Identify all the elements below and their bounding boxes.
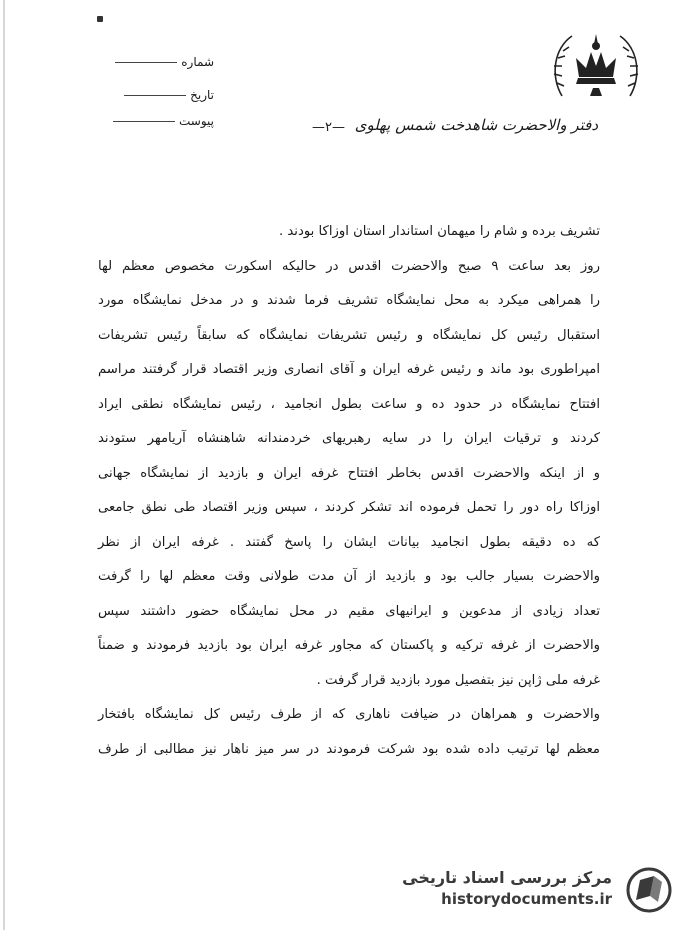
archive-logo-icon bbox=[624, 866, 674, 914]
date-label: تاریخ bbox=[190, 88, 214, 102]
watermark-title: مرکز بررسی اسناد تاریخی bbox=[402, 868, 612, 887]
attachment-blank bbox=[113, 121, 175, 122]
attachment-label: پیوست bbox=[179, 114, 214, 128]
body-line: اوزاکا راه دور را تحمل فرموده اند تشکر کردند ، سپس وزیر اقتصاد طی نطق جامعی bbox=[98, 500, 600, 515]
imperial-crown-crest-icon bbox=[550, 26, 642, 106]
body-line: کردند و ترقیات ایران را در سایه رهبریهای خردمندانه شاهنشاه آریامهر ستودند bbox=[98, 431, 600, 446]
body-line: امپراطوری بود ماند و رئیس غرفه ایران و آقای انصاری وزیر اقتصاد قرار گرفتند مراسم bbox=[98, 362, 600, 377]
body-line: تشریف برده و شام را میهمان استاندار استان اوزاکا بودند . bbox=[279, 224, 600, 239]
watermark bbox=[402, 862, 682, 918]
date-field bbox=[118, 88, 214, 102]
scan-edge-line bbox=[3, 0, 5, 930]
body-line: والاحضرت از غرفه ترکیه و پاکستان که مجاور غرفه ایران بود بازدید فرمودند و ضمناً bbox=[98, 638, 600, 653]
body-line: والاحضرت و همراهان در ضیافت ناهاری که از طرف رئیس کل نمایشگاه بافتخار bbox=[98, 707, 600, 722]
watermark-url: historydocuments.ir bbox=[441, 890, 612, 908]
watermark-text bbox=[402, 868, 612, 908]
ink-mark bbox=[97, 16, 103, 22]
letter-body bbox=[98, 215, 600, 767]
body-line: معظم لها ترتیب داده شده بود شرکت فرمودند در سر میز ناهار نیز مطالبی از طرف bbox=[98, 741, 600, 757]
body-line: و از اینکه والاحضرت اقدس بخاطر افتتاح غرفه ایران و بازدید از نمایشگاه جهانی bbox=[98, 465, 600, 481]
number-label: شماره bbox=[181, 55, 214, 69]
date-blank bbox=[124, 95, 186, 96]
body-line: تعداد زیادی از مدعوین و ایرانیهای مقیم در محل نمایشگاه حضور داشتند سپس bbox=[98, 603, 600, 619]
body-line: افتتاح نمایشگاه در حدود ده و ساعت بطول انجامید ، رئیس نمایشگاه نطقی ایراد bbox=[98, 396, 600, 412]
body-line: استقبال رئیس کل نمایشگاه و رئیس تشریفات نمایشگاه که سابقاً رئیس تشریفات bbox=[98, 327, 600, 343]
number-blank bbox=[115, 62, 177, 63]
attachment-field bbox=[107, 114, 214, 128]
body-line: غرفه ملی ژاپن نیز بتفصیل مورد بازدید قرار گرفت . bbox=[316, 672, 600, 688]
body-line: روز بعد ساعت ۹ صبح والاحضرت اقدس در حالیکه اسکورت مخصوص معظم لها bbox=[98, 258, 600, 274]
body-line: که ده دقیقه بطول انجامید بیانات ایشان را پاسخ گفتند . غرفه ایران از نظر bbox=[98, 534, 600, 550]
number-field bbox=[109, 55, 214, 69]
office-title: دفتر والاحضرت شاهدخت شمس پهلوی bbox=[354, 116, 598, 134]
body-line: والاحضرت بسیار جالب بود و بازدید از آن مدت طولانی وقت معظم لها را گرفت bbox=[98, 569, 600, 584]
page-number: —۲— bbox=[312, 120, 345, 135]
body-line: را همراهی میکرد به محل نمایشگاه تشریف فرما شدند و در مدخل نمایشگاه مورد bbox=[98, 293, 600, 308]
